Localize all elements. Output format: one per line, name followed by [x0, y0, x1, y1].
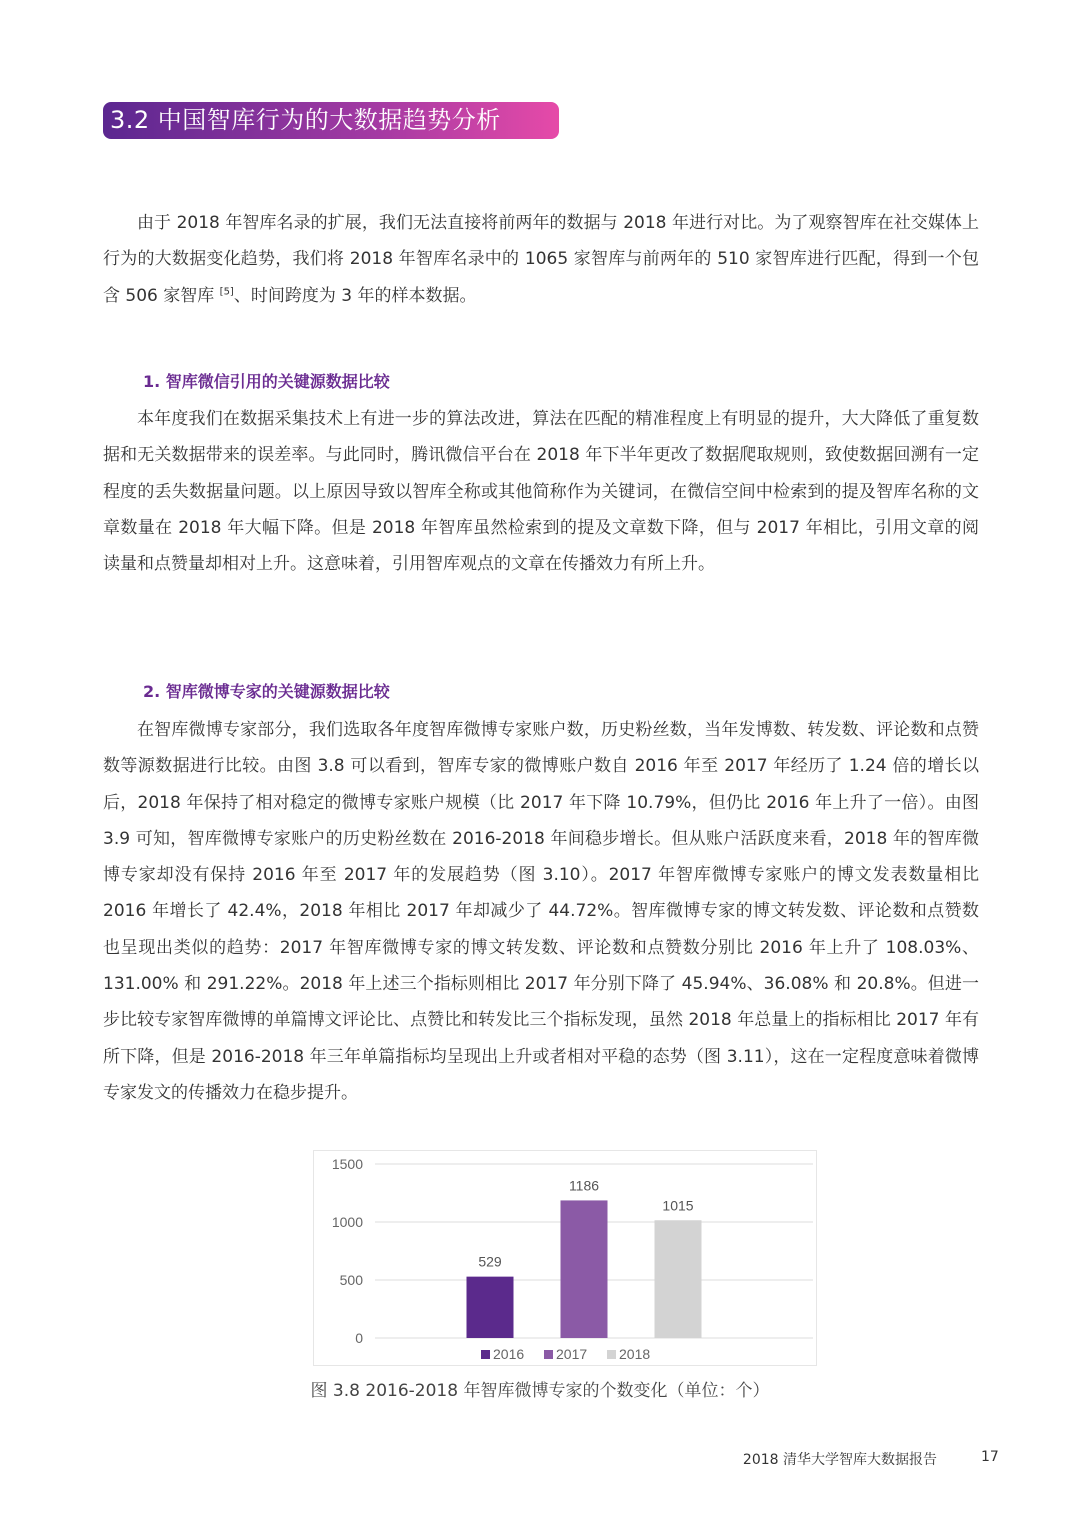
data-label: 529: [478, 1253, 502, 1270]
bar-2018: [655, 1220, 702, 1338]
bar-2017: [561, 1200, 608, 1338]
y-tick-label: 500: [339, 1272, 363, 1288]
section-title: 3.2 中国智库行为的大数据趋势分析: [110, 106, 501, 134]
section2-heading: 2. 智库微博专家的关键源数据比较: [143, 682, 390, 701]
data-label: 1015: [662, 1197, 694, 1214]
footnote-ref[interactable]: [5]: [219, 285, 234, 297]
intro-text-end: 、时间跨度为 3 年的样本数据。: [233, 285, 477, 306]
figure-caption: 图 3.8 2016-2018 年智库微博专家的个数变化（单位：个）: [310, 1381, 770, 1401]
section1-paragraph: 本年度我们在数据采集技术上有进一步的算法改进，算法在匹配的精准程度上有明显的提升，大大降低了重复数据和无关数据带来的误差率。与此同时，腾讯微信平台在 2018 年下半年更改了数据爬取规则，致使数据回溯有一定程度的丢失数据量问题。以上原因导致以智库全称或其他简称作为关键词，在微信空间中检索到的提及智库名称的文章数量在 2018 年大幅下降。但是 2018 年智库虽然检索到的提及文章数下降，但与 2017 年相比，引用文章的阅读量和点赞量却相对上升。这意味着，引用智库观点的文章在传播效力有所上升。: [103, 409, 979, 575]
legend-label: 2017: [556, 1346, 588, 1362]
intro-text: 由于 2018 年智库名录的扩展，我们无法直接将前两年的数据与 2018 年进行对比。为了观察智库在社交媒体上行为的大数据变化趋势，我们将 2018 年智库名录中的 1065 家智库与前两年的 510 家智库进行匹配，得到一个包含 506 家智库: [103, 213, 979, 306]
bar-2016: [467, 1277, 514, 1338]
y-tick-label: 1500: [331, 1156, 363, 1172]
y-tick-label: 0: [355, 1330, 363, 1346]
bar-chart: [313, 1150, 823, 1372]
legend-label: 2016: [493, 1346, 525, 1362]
page-number: 17: [981, 1449, 999, 1465]
y-tick-label: 1000: [331, 1214, 363, 1230]
intro-paragraph: [103, 205, 979, 314]
footer-report-title: 2018 清华大学智库大数据报告: [742, 1452, 937, 1468]
section-title-banner: [103, 102, 559, 139]
section2-paragraph: 在智库微博专家部分，我们选取各年度智库微博专家账户数，历史粉丝数，当年发博数、转发数、评论数和点赞数等源数据进行比较。由图 3.8 可以看到，智库专家的微博账户数自 2016 年至 2017 年经历了 1.24 倍的增长以后，2018 年保持了相对稳定的微博专家账户规模（比 2017 年下降 10.79%，但仍比 2016 年上升了一倍）。由图 3.9 可知，智库微博专家账户的历史粉丝数在 2016-2018 年间稳步增长。但从账户活跃度来看，2018 年的智库微博专家却没有保持 2016 年至 2017 年的发展趋势（图 3.10）。2017 年智库微博专家账户的博文发表数量相比 2016 年增长了 42.4%，2018 年相比 2017 年却减少了 44.72%。智库微博专家的博文转发数、评论数和点赞数也呈现出类似的趋势：2017 年智库微博专家的博文转发数、评论数和点赞数分别比 2016 年上升了 108.03%、131.00% 和 291.22%。2018 年上述三个指标则相比 2017 年分别下降了 45.94%、36.08% 和 20.8%。但进一步比较专家智库微博的单篇博文评论比、点赞比和转发比三个指标发现，虽然 2018 年总量上的指标相比 2017 年有所下降，但是 2016-2018 年三年单篇指标均呈现出上升或者相对平稳的态势（图 3.11），这在一定程度意味着微博专家发文的传播效力在稳步提升。: [103, 720, 979, 1103]
legend-label: 2018: [619, 1346, 651, 1362]
legend-swatch: [607, 1350, 616, 1359]
legend-swatch: [481, 1350, 490, 1359]
data-label: 1186: [568, 1177, 600, 1194]
legend-swatch: [544, 1350, 553, 1359]
section1-heading: 1. 智库微信引用的关键源数据比较: [143, 372, 390, 391]
